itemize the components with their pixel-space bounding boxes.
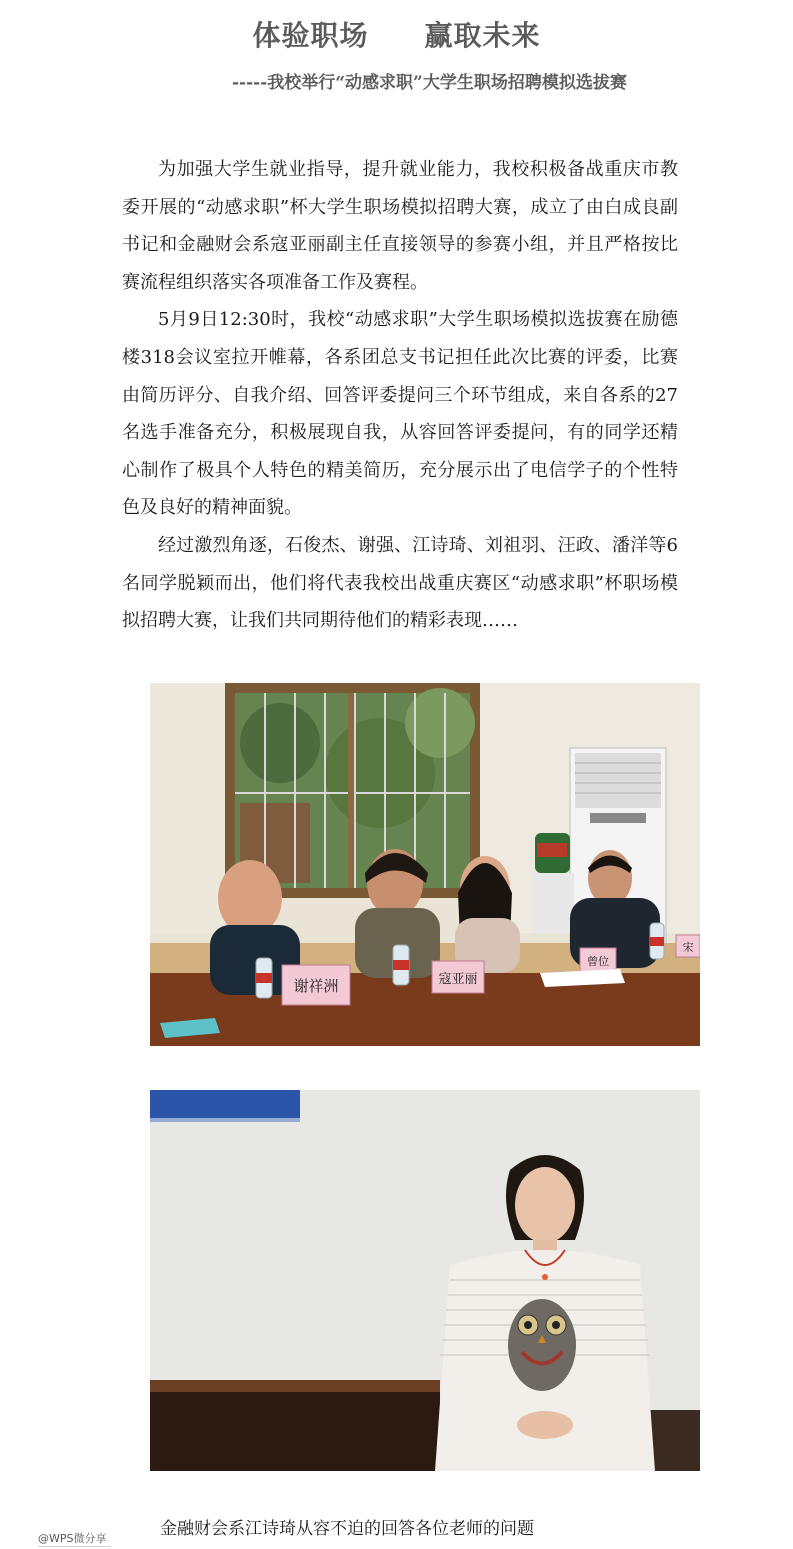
article-subtitle: -----我校举行“动感求职”大学生职场招聘模拟选拔赛 [232,73,627,93]
nameplate-2: 寇亚丽 [438,972,478,987]
student-photo [150,1090,700,1471]
title-part-1: 体验职场 [252,19,369,52]
article-body [122,151,678,640]
wps-watermark: @WPS微分享 [38,1530,111,1547]
photo-caption: 金融财会系江诗琦从容不迫的回答各位老师的问题 [160,1519,534,1539]
paragraph-2: 5月9日12:30时，我校“动感求职”大学生职场模拟选拔赛在励德楼318会议室拉开帷幕，各系团总支书记担任此次比赛的评委，比赛由简历评分、自我介绍、回答评委提问三个环节组成，来自各系的27名选手准备充分，积极展现自我，从容回答评委提问，有的同学还精心制作了极具个人特色的精美简历，充分展示出了电信学子的个性特色及良好的精神面貌。 [122,309,678,519]
paragraph-3: 经过激烈角逐，石俊杰、谢强、江诗琦、刘祖羽、汪政、潘洋等6名同学脱颖而出，他们将代表我校出战重庆赛区“动感求职”杯职场模拟招聘大赛，让我们共同期待他们的精彩表现…… [122,534,678,632]
paragraph-1: 为加强大学生就业指导，提升就业能力，我校积极备战重庆市教委开展的“动感求职”杯大学生职场模拟招聘大赛，成立了由白成良副书记和金融财会系寇亚丽副主任直接领导的参赛小组，并且严格按比赛流程组织落实各项准备工作及赛程。 [122,159,678,293]
nameplate-1: 谢祥洲 [293,977,339,995]
judges-photo [150,683,700,1046]
nameplate-3: 曾位 [587,955,609,968]
nameplate-4: 宋 [682,941,694,954]
article-title [0,14,793,54]
title-part-2: 赢取未来 [424,19,541,52]
